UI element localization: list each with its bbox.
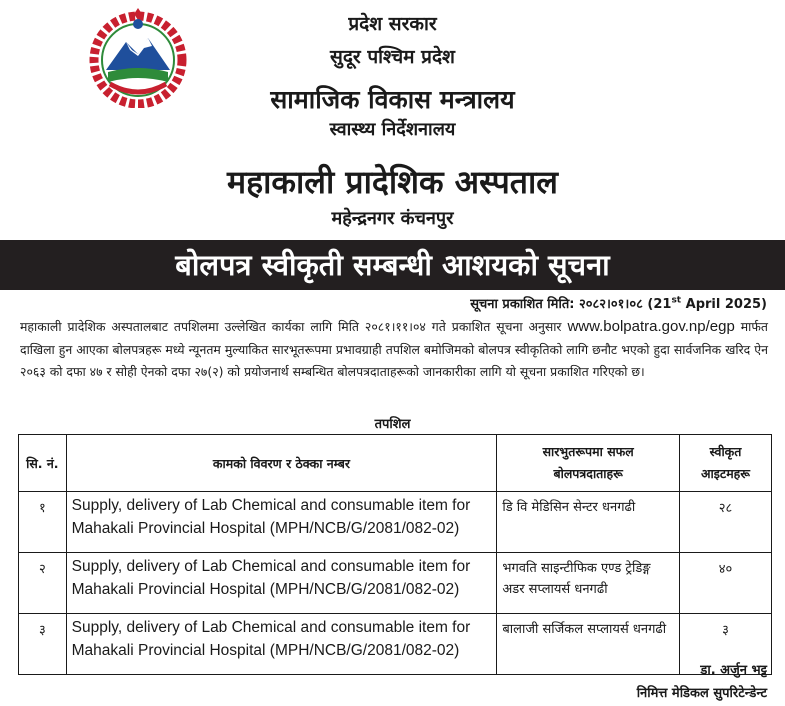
header-supplier xyxy=(497,435,680,492)
publish-date-label: सूचना प्रकाशित मिति: २०८२।०१।०८ (21 xyxy=(470,297,672,312)
header-ministry: सामाजिक विकास मन्त्रालय xyxy=(270,85,515,114)
header-line-government: प्रदेश सरकार xyxy=(348,13,437,35)
row-supplier: बालाजी सर्जिकल सप्लायर्स धनगढी xyxy=(497,614,680,675)
bolpatra-url: www.bolpatra.gov.np/egp xyxy=(567,318,735,335)
header-qty-l2: आइटमहरू xyxy=(700,466,751,481)
row-sn: ३ xyxy=(19,614,67,675)
award-table xyxy=(18,434,772,675)
row-quantity: ४० xyxy=(680,553,772,614)
row-sn: २ xyxy=(19,553,67,614)
header-directorate: स्वास्थ्य निर्देशनालय xyxy=(329,119,456,140)
header-hospital-name: महाकाली प्रादेशिक अस्पताल xyxy=(227,163,558,201)
table-row xyxy=(19,614,772,675)
header-address: महेन्द्रनगर कंचनपुर xyxy=(331,208,454,229)
header-supplier-l1: सारभुतरूपमा सफल xyxy=(542,444,634,459)
publish-date xyxy=(470,294,767,312)
row-supplier: भगवति साइन्टीफिक एण्ड ट्रेडिङ्ग अडर सप्लायर्स धनगढी xyxy=(497,553,680,614)
table-row xyxy=(19,553,772,614)
notice-title-banner: बोलपत्र स्वीकृती सम्बन्धी आशयको सूचना xyxy=(0,240,785,290)
publish-date-suffix: st xyxy=(671,295,682,306)
notice-body-part2: मार्फत दाखिला हुन आएका बोलपत्रहरू मध्ये न्यूनतम मुल्याकित सारभूतरूपमा प्रभावग्राही तपशिल बमोजिमको बोलपत्र स्वीकृतिको लागि छनौट भएको हुदा सार्वजनिक खरिद ऐन २०६३ को दफा ४७ र सोही ऐनको दफा २७(२) को प्रयोजनार्थ सम्बन्धित बोलपत्रदाताहरूको जानकारीका लागि यो सूचना प्रकाशित गरिएको छ। xyxy=(20,319,768,379)
notice-body xyxy=(20,316,768,384)
row-description: Supply, delivery of Lab Chemical and consumable item for Mahakali Provincial Hospital (MPH/NCB/G/2081/082-02) xyxy=(66,614,497,675)
signatory-name: डा. अर्जुन भट्ट xyxy=(700,663,767,678)
header-quantity xyxy=(680,435,772,492)
header-sn: सि. नं. xyxy=(19,435,67,492)
row-description: Supply, delivery of Lab Chemical and consumable item for Mahakali Provincial Hospital (MPH/NCB/G/2081/082-02) xyxy=(66,492,497,553)
header-supplier-l2: बोलपत्रदाताहरू xyxy=(553,466,623,481)
notice-body-part1: महाकाली प्रादेशिक अस्पतालबाट तपशिलमा उल्लेखित कार्यका लागि मिति २०८१।११।०४ गते प्रकाशित सूचना अनुसार xyxy=(20,319,568,334)
row-description: Supply, delivery of Lab Chemical and consumable item for Mahakali Provincial Hospital (MPH/NCB/G/2081/082-02) xyxy=(66,553,497,614)
table-header-row xyxy=(19,435,772,492)
header-description: कामको विवरण र ठेक्का नम्बर xyxy=(66,435,497,492)
row-supplier: डि वि मेडिसिन सेन्टर धनगढी xyxy=(497,492,680,553)
table-label: तपशिल xyxy=(374,417,411,432)
row-quantity: २८ xyxy=(680,492,772,553)
header-qty-l1: स्वीकृत xyxy=(709,444,742,459)
row-quantity: ३ xyxy=(680,614,772,675)
table-row xyxy=(19,492,772,553)
signatory-title: निमित्त मेडिकल सुपरिटेन्डेन्ट xyxy=(636,686,767,701)
header-line-province: सुदूर पश्चिम प्रदेश xyxy=(330,46,455,68)
row-sn: १ xyxy=(19,492,67,553)
publish-date-rest: April 2025) xyxy=(681,297,767,312)
